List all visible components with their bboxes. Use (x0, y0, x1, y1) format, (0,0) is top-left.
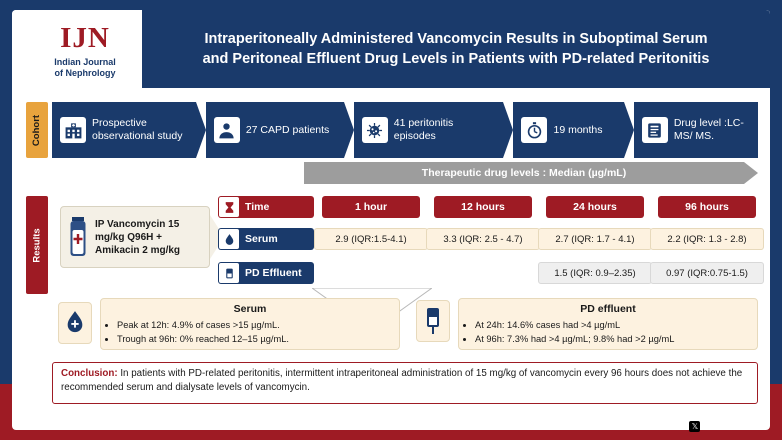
cohort-item-label: Drug level :LC-MS/ MS. (673, 117, 744, 142)
abbrev-key-2: IQR (22, 420, 38, 430)
serum-panel-bullet: • Peak at 12h: 4.9% of cases >15 µg/mL. (117, 318, 399, 332)
patient-icon (214, 117, 240, 143)
drug-regimen-label: IP Vancomycin 15 mg/kg Q96H + Amikacin 2 mg/kg (95, 218, 181, 256)
blood-drop-icon (219, 229, 239, 249)
cohort-item-study-design (52, 102, 196, 158)
conclusion-box (52, 362, 758, 404)
cohort-item-label: Prospective observational study (92, 117, 183, 142)
cohort-notch (196, 102, 206, 158)
therapeutic-drug-levels-banner (304, 162, 758, 184)
row-label-pd-effluent (218, 262, 314, 284)
serum-summary-panel (100, 298, 400, 350)
cohort-notch (624, 102, 634, 158)
abbrev-key-1: LC-MS/MS: (22, 407, 68, 417)
footer-credits (596, 406, 766, 432)
cohort-item-patients (206, 102, 344, 158)
page-title (142, 10, 770, 88)
cohort-notch (344, 102, 354, 158)
journal-name-line2: of Nephrology (54, 68, 116, 78)
cohort-item-assay (634, 102, 758, 158)
dialysis-bag-icon (416, 300, 450, 342)
bacteria-icon (362, 117, 388, 143)
pd-effluent-value-96h: 0.97 (IQR:0.75-1.5) (650, 262, 764, 284)
cohort-item-label: 19 months (553, 123, 603, 136)
social-handle[interactable]: krishnakumarvr3 (702, 420, 766, 430)
journal-name-line1: Indian Journal (54, 57, 116, 67)
stopwatch-icon (521, 117, 547, 143)
conclusion-text: In patients with PD-related peritonitis, intermittent intraperitoneal administration of 15 mg/kg of vancomycin every 96 hours does not achieve the recommended serum and dialysate levels of vancomycin. (61, 368, 743, 393)
results-section-label: Results (26, 196, 48, 294)
serum-drop-icon (58, 302, 92, 344)
conclusion-label: Conclusion: (61, 368, 118, 379)
credit-author: VA by VR.Krishnakumar (595, 420, 688, 430)
pd-effluent-value-24h: 1.5 (IQR: 0.9–2.35) (538, 262, 652, 284)
vial-icon (67, 214, 89, 260)
pd-effluent-summary-panel (458, 298, 758, 350)
serum-value-24h: 2.7 (IQR: 1.7 - 4.1) (538, 228, 652, 250)
row-label-text: Time (245, 201, 270, 213)
footer-abbreviations (22, 406, 268, 432)
title-line-1: Intraperitoneally Administered Vancomycin Results in Suboptimal Serum (204, 31, 708, 47)
cohort-item-label: 41 peritonitis episodes (393, 117, 454, 142)
row-label-time (218, 196, 314, 218)
drug-regimen-box (60, 206, 210, 268)
journal-logo (26, 22, 144, 79)
row-label-text: PD Effluent (245, 267, 302, 279)
hourglass-icon (219, 197, 239, 217)
cohort-notch (503, 102, 513, 158)
timepoint-header-12h: 12 hours (434, 196, 532, 218)
header (12, 10, 770, 88)
arrow-tip-icon (744, 162, 758, 184)
pd-panel-bullet: • At 24h: 14.6% cases had >4 µg/mL (475, 318, 757, 332)
cohort-item-label: 27 CAPD patients (245, 123, 330, 136)
cohort-strip (52, 102, 758, 158)
lab-analysis-icon (642, 117, 668, 143)
content-frame (12, 10, 770, 430)
journal-acronym: IJN (60, 22, 110, 54)
pd-panel-bullet: • At 96h: 7.3% had >4 µg/mL; 9.8% had >2 µg/mL (475, 332, 757, 346)
abbrev-val-2: : Interquartile Range (37, 420, 116, 430)
hospital-icon (60, 117, 86, 143)
row-label-text: Serum (245, 233, 278, 245)
timepoint-header-96h: 96 hours (658, 196, 756, 218)
title-line-2: and Peritoneal Effluent Drug Levels in Patients with PD-related Peritonitis (202, 51, 710, 67)
serum-panel-bullet: • Trough at 96h: 0% reached 12–15 µg/mL. (117, 332, 399, 346)
serum-panel-title: Serum (233, 303, 267, 315)
serum-value-12h: 3.3 (IQR: 2.5 - 4.7) (426, 228, 540, 250)
timepoint-header-24h: 24 hours (546, 196, 644, 218)
cohort-item-episodes (354, 102, 504, 158)
serum-value-96h: 2.2 (IQR: 1.3 - 2.8) (650, 228, 764, 250)
tdl-banner-label: Therapeutic drug levels : Median (µg/mL) (421, 167, 627, 179)
serum-value-1h: 2.9 (IQR:1.5-4.1) (314, 228, 428, 250)
row-label-serum (218, 228, 314, 250)
timepoint-header-1h: 1 hour (322, 196, 420, 218)
cohort-item-duration (513, 102, 623, 158)
pd-panel-title: PD effluent (580, 303, 636, 315)
abbrev-val-1: Liquid Chromatography–Tandem Mass Spectrometry (67, 407, 269, 417)
credit-reference: Ref: Sampath et al (595, 407, 667, 417)
dialysate-bag-icon (219, 263, 239, 283)
cohort-section-label: Cohort (26, 102, 48, 158)
x-twitter-icon[interactable]: 𝕏 (689, 421, 700, 432)
